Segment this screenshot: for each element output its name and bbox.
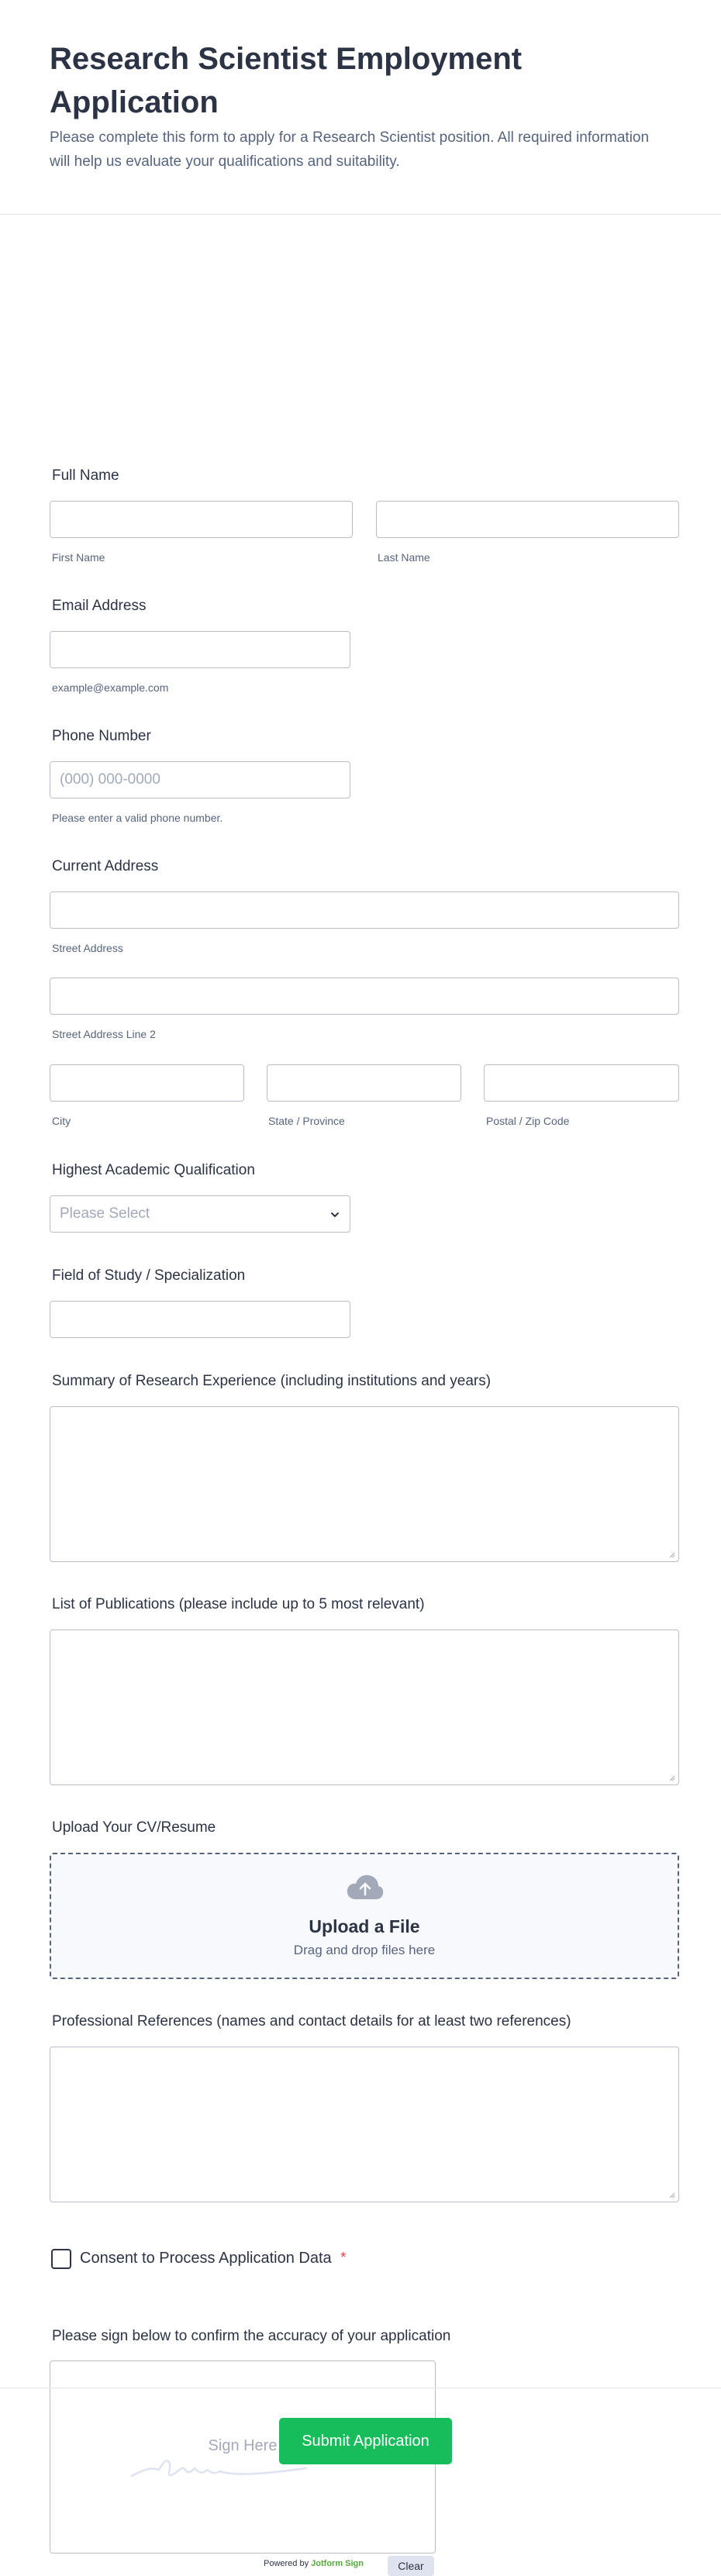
city-input[interactable] [50, 1064, 244, 1102]
phone-input[interactable] [50, 761, 350, 798]
phone-label: Phone Number [52, 728, 151, 744]
state-sublabel: State / Province [268, 1115, 345, 1127]
street-address-line2-input[interactable] [50, 978, 679, 1015]
form-description: Please complete this form to apply for a Research Scientist position. All required information will help us evaluate your qualifications and suitability. [50, 129, 650, 170]
references-label: Professional References (names and contact details for at least two references) [52, 2013, 571, 2029]
state-input[interactable] [267, 1064, 461, 1102]
last-name-sublabel: Last Name [378, 551, 430, 564]
street-address-line2-sublabel: Street Address Line 2 [52, 1028, 156, 1040]
required-asterisk: * [340, 2250, 347, 2265]
form-title: Research Scientist Employment Application [50, 42, 523, 119]
street-address-input[interactable] [50, 891, 679, 929]
phone-sublabel: Please enter a valid phone number. [52, 812, 223, 824]
references-textarea[interactable] [50, 2047, 679, 2202]
resize-handle-icon[interactable] [668, 1774, 675, 1781]
resize-handle-icon[interactable] [668, 1550, 675, 1558]
signature-placeholder: Sign Here [208, 2437, 278, 2454]
address-label: Current Address [52, 858, 159, 874]
powered-by [264, 2559, 364, 2568]
chevron-down-icon [329, 1209, 340, 1220]
cv-upload-label: Upload Your CV/Resume [52, 1819, 216, 1836]
zip-input[interactable] [484, 1064, 679, 1102]
research-summary-label: Summary of Research Experience (including institutions and years) [52, 1373, 492, 1389]
jotform-sign-logo: Jotform Sign [311, 2559, 364, 2568]
field-of-study-label: Field of Study / Specialization [52, 1267, 246, 1284]
zip-sublabel: Postal / Zip Code [486, 1115, 570, 1127]
upload-hint: Drag and drop files here [293, 1943, 436, 1957]
field-of-study-input[interactable] [50, 1301, 350, 1338]
street-address-sublabel: Street Address [52, 942, 123, 954]
qualification-select[interactable] [50, 1195, 350, 1233]
city-sublabel: City [52, 1115, 71, 1127]
submit-button[interactable]: Submit Application [279, 2418, 452, 2464]
qualification-label: Highest Academic Qualification [52, 1162, 255, 1178]
publications-textarea[interactable] [50, 1629, 679, 1785]
signature-label: Please sign below to confirm the accuracy of your application [52, 2328, 451, 2344]
clear-signature-button[interactable]: Clear [388, 2556, 434, 2576]
email-sublabel: example@example.com [52, 681, 169, 694]
first-name-input[interactable] [50, 501, 353, 538]
form-header [0, 0, 721, 215]
cv-upload-dropzone[interactable] [50, 1853, 679, 1979]
research-summary-textarea[interactable] [50, 1406, 679, 1562]
first-name-sublabel: First Name [52, 551, 105, 564]
qualification-selected: Please Select [60, 1205, 150, 1222]
phone-placeholder: (000) 000-0000 [60, 771, 160, 788]
cloud-upload-icon [346, 1873, 385, 1901]
powered-by-text: Powered by [264, 2559, 309, 2568]
consent-checkbox[interactable] [51, 2249, 71, 2269]
upload-title: Upload a File [309, 1916, 420, 1936]
publications-label: List of Publications (please include up to 5 most relevant) [52, 1596, 425, 1612]
email-label: Email Address [52, 598, 147, 614]
consent-label[interactable] [80, 2250, 346, 2267]
consent-label-text: Consent to Process Application Data [80, 2250, 332, 2267]
last-name-input[interactable] [376, 501, 679, 538]
email-input[interactable] [50, 631, 350, 668]
resize-handle-icon[interactable] [668, 2191, 675, 2198]
full-name-label: Full Name [52, 467, 119, 484]
